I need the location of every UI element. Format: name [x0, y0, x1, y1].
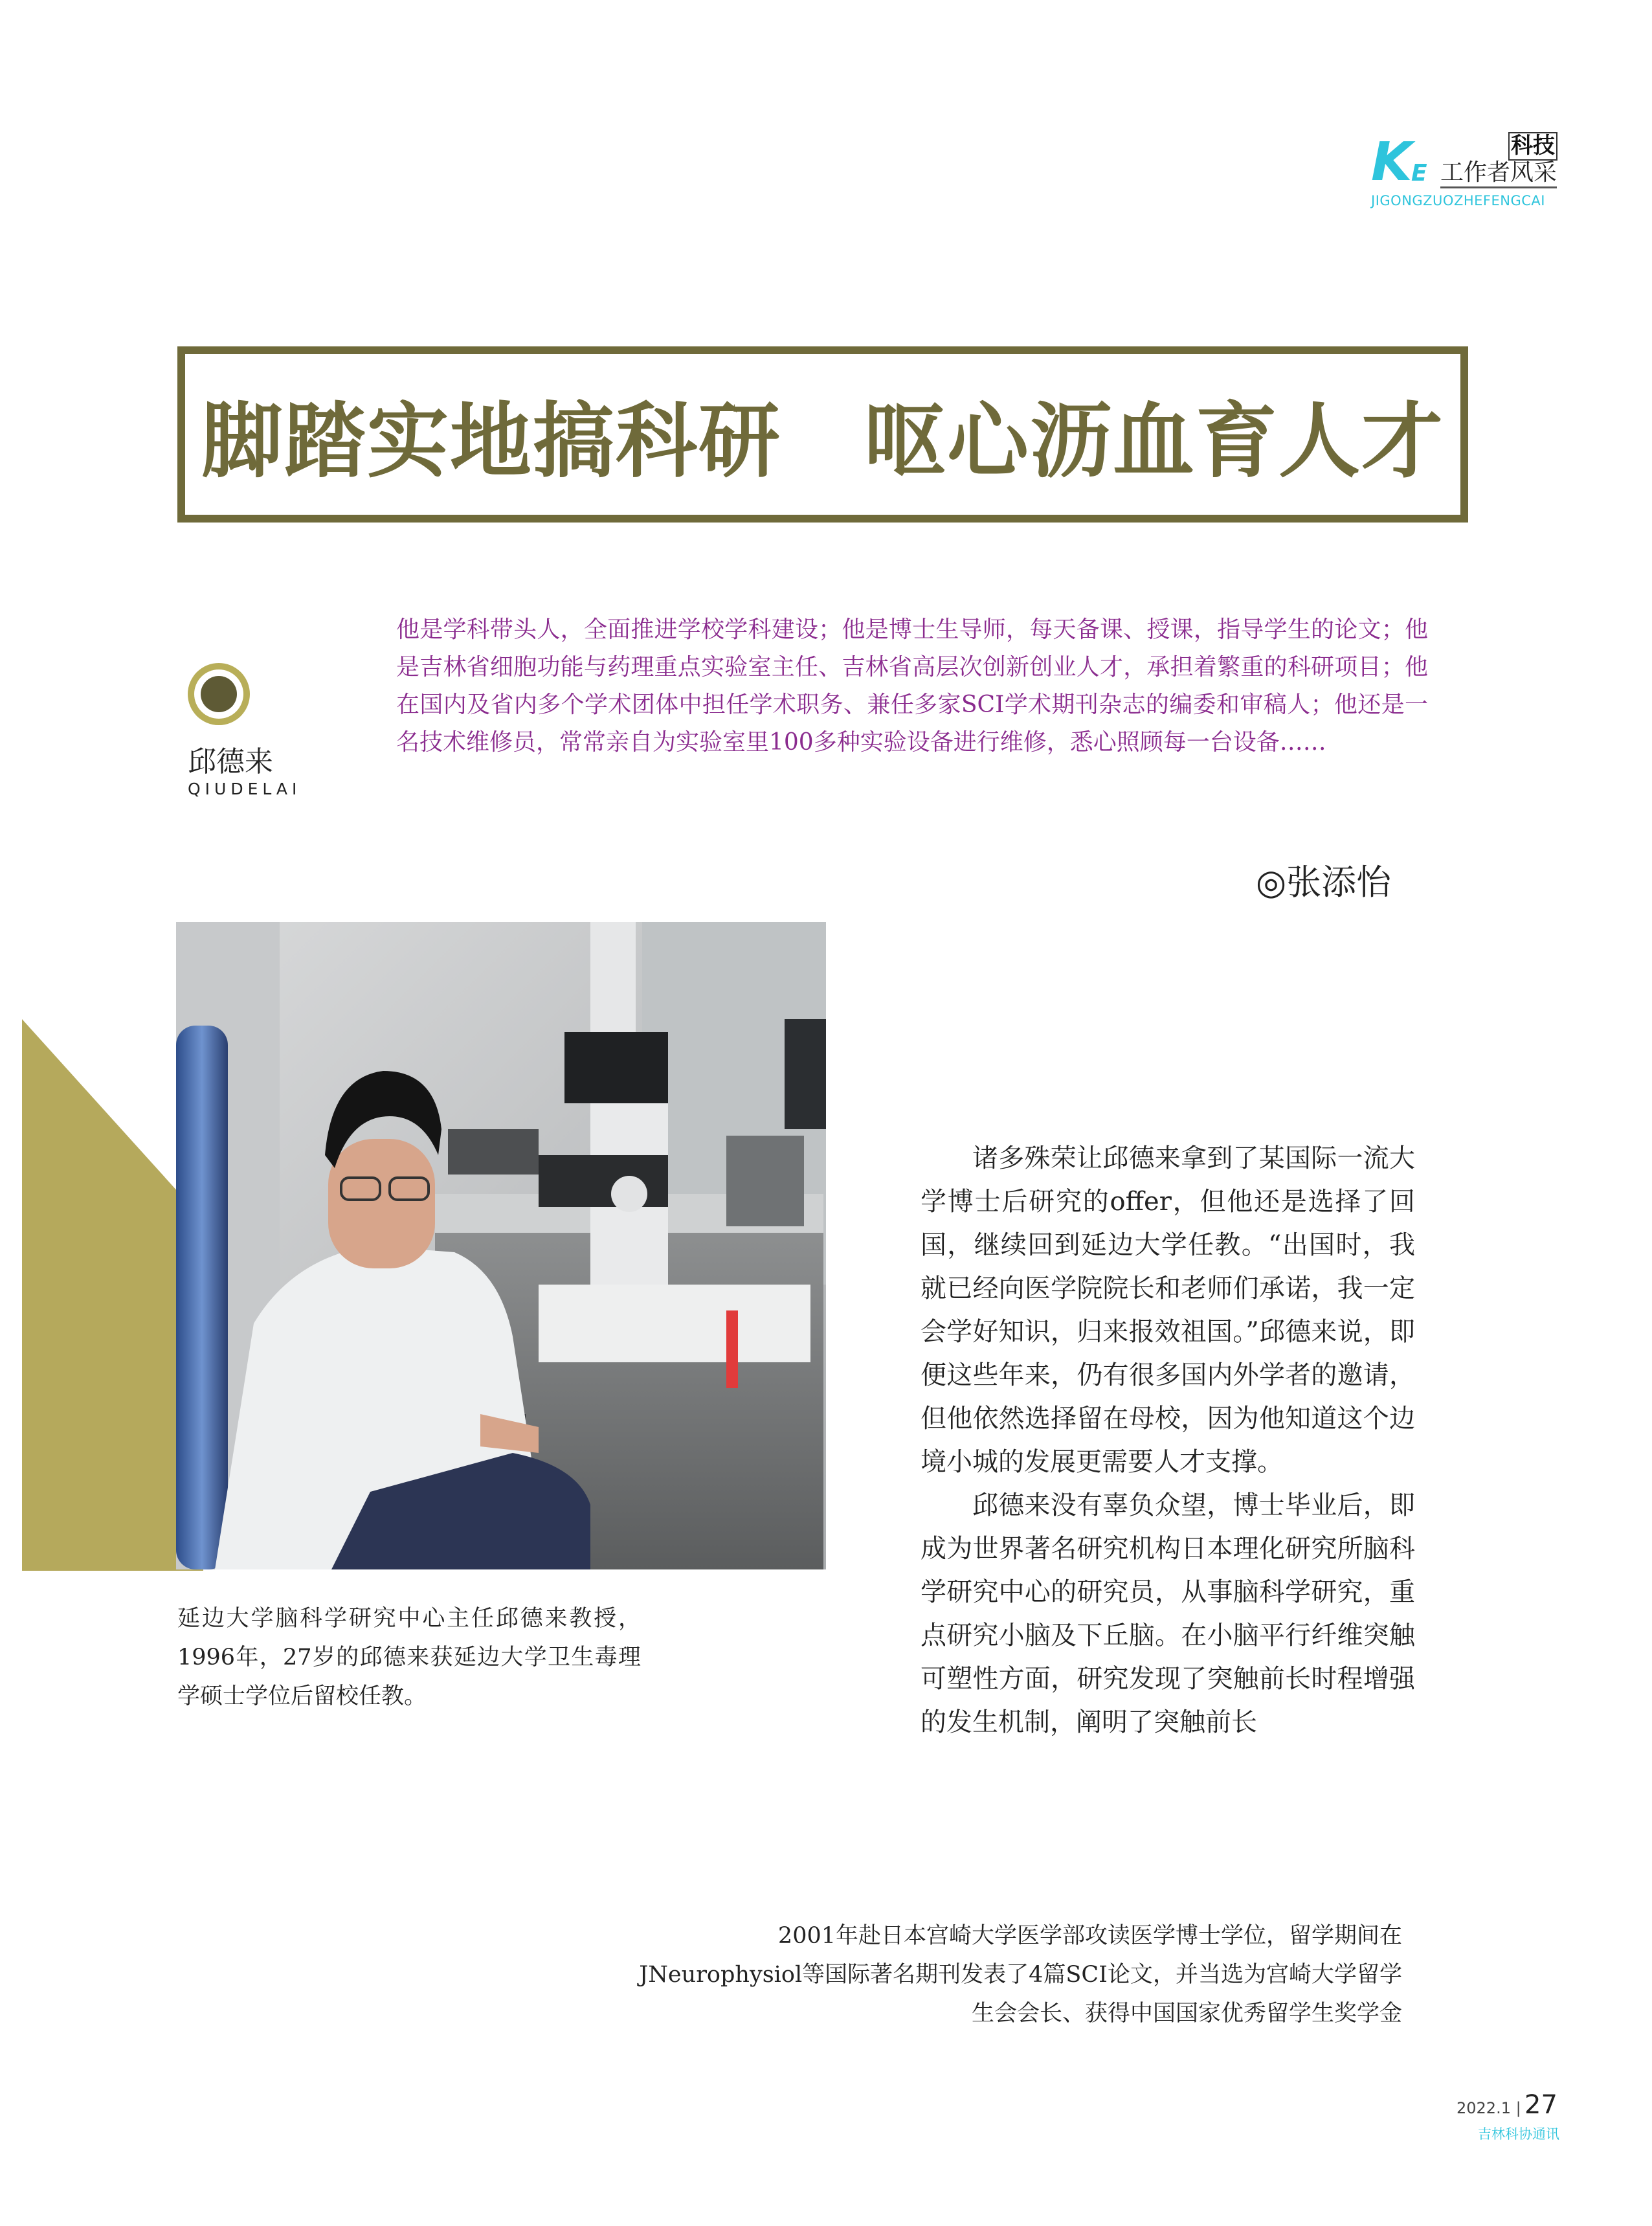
byline: ◎张添怡	[1256, 862, 1392, 903]
profile-name-pinyin: QIUDELAI	[188, 780, 302, 798]
journal-name: 吉林科协通讯	[1478, 2126, 1559, 2142]
body-paragraph: 邱德来没有辜负众望，博士毕业后，即成为世界著名研究机构日本理化研究所脑科学研究中心的研究员，从事脑科学研究，重点研究小脑及下丘脑。在小脑平行纤维突触可塑性方面，研究发现了突触前长时程增强的发生机制，阐明了突触前长	[921, 1490, 1415, 1737]
logo-letter-e: E	[1411, 160, 1427, 186]
article-title: 脚踏实地搞科研 呕心沥血育人才	[201, 393, 1444, 489]
title-frame	[177, 346, 1468, 523]
pull-quote-line: 2001年赴日本宫崎大学医学部攻读医学博士学位，留学期间在	[777, 1923, 1402, 1949]
section-label-pinyin: JIGONGZUOZHEFENGCAI	[1371, 193, 1545, 208]
lab-photo	[176, 922, 826, 1569]
section-label-sub: 工作者风采	[1440, 159, 1557, 188]
pull-quote-line: JNeurophysiol等国际著名期刊发表了4篇SCI论文，并当选为宫崎大学留学	[639, 1962, 1402, 1988]
column-logo	[1371, 131, 1436, 193]
pull-quote-line: 生会会长、获得中国国家优秀留学生奖学金	[971, 2001, 1402, 2027]
logo-letter-k: K	[1371, 131, 1412, 193]
profile-name: 邱德来	[188, 745, 273, 778]
section-label-top: 科技	[1508, 132, 1557, 161]
body-paragraph: 诸多殊荣让邱德来拿到了某国际一流大学博士后研究的offer，但他还是选择了回国，继续回到延边大学任教。“出国时，我就已经向医学院院长和老师们承诺，我一定会学好知识，归来报效祖国。”邱德来说，即便这些年来，仍有很多国内外学者的邀请，但他依然选择留在母校，因为他知道这个边境小城的发展更需要人才支撑。	[921, 1143, 1415, 1477]
page-number: 27	[1524, 2090, 1557, 2120]
photo-caption: 延边大学脑科学研究中心主任邱德来教授，1996年，27岁的邱德来获延边大学卫生毒理学硕士学位后留校任教。	[177, 1606, 641, 1709]
issue-number: 2022.1 |	[1457, 2099, 1521, 2117]
intro-paragraph: 他是学科带头人，全面推进学校学科建设；他是博士生导师，每天备课、授课，指导学生的论文；他是吉林省细胞功能与药理重点实验室主任、吉林省高层次创新创业人才，承担着繁重的科研项目；他在国内及省内多个学术团体中担任学术职务、兼任多家SCI学术期刊杂志的编委和审稿人；他还是一名技术维修员，常常亲自为实验室里100多种实验设备进行维修，悉心照顾每一台设备……	[396, 616, 1428, 756]
pull-quote	[583, 1917, 1402, 2033]
profile-bullet-icon	[188, 663, 250, 725]
article-body	[921, 1137, 1415, 1744]
